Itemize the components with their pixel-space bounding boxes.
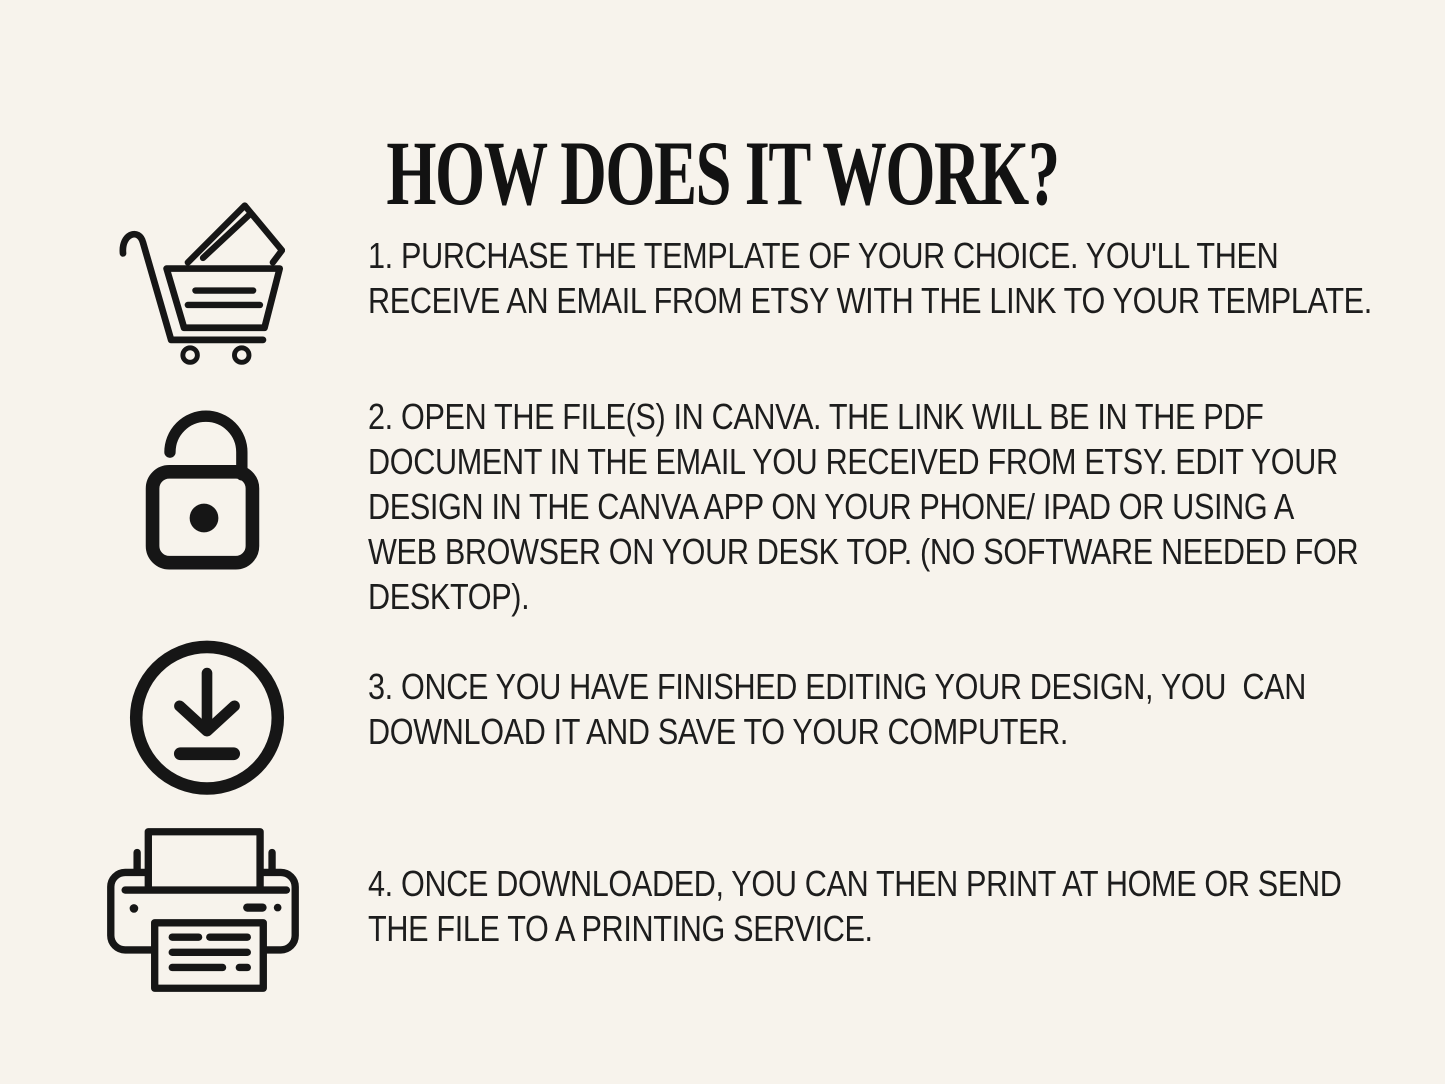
step-1-line-2: RECEIVE AN EMAIL FROM ETSY WITH THE LINK TO YOUR TEMPLATE. bbox=[368, 280, 1372, 321]
step-4-text bbox=[368, 861, 1341, 951]
step-4-line-1: 4. ONCE DOWNLOADED, YOU CAN THEN PRINT AT HOME OR SEND bbox=[368, 863, 1342, 904]
step-2-line-2: DOCUMENT IN THE EMAIL YOU RECEIVED FROM ETSY. EDIT YOUR bbox=[368, 441, 1338, 482]
step-3-line-2: DOWNLOAD IT AND SAVE TO YOUR COMPUTER. bbox=[368, 711, 1069, 752]
step-2-text bbox=[368, 394, 1358, 619]
shopping-cart-icon bbox=[118, 200, 285, 372]
printer-icon bbox=[102, 820, 300, 1000]
step-3-text bbox=[368, 664, 1306, 754]
step-1-text bbox=[368, 233, 1372, 323]
step-2-line-5: DESKTOP). bbox=[368, 576, 530, 617]
step-3-line-1: 3. ONCE YOU HAVE FINISHED EDITING YOUR DESIGN, YOU CAN bbox=[368, 666, 1307, 707]
step-2-line-4: WEB BROWSER ON YOUR DESK TOP. (NO SOFTWARE NEEDED FOR bbox=[368, 531, 1359, 572]
unlocked-padlock-icon bbox=[145, 405, 260, 575]
step-2-line-3: DESIGN IN THE CANVA APP ON YOUR PHONE/ IPAD OR USING A bbox=[368, 486, 1294, 527]
step-1-line-1: 1. PURCHASE THE TEMPLATE OF YOUR CHOICE. YOU'LL THEN bbox=[368, 235, 1279, 276]
page-title: HOW DOES IT WORK? bbox=[386, 121, 1059, 224]
step-4-line-2: THE FILE TO A PRINTING SERVICE. bbox=[368, 908, 873, 949]
download-circle-icon bbox=[124, 640, 290, 797]
step-2-line-1: 2. OPEN THE FILE(S) IN CANVA. THE LINK WILL BE IN THE PDF bbox=[368, 396, 1264, 437]
